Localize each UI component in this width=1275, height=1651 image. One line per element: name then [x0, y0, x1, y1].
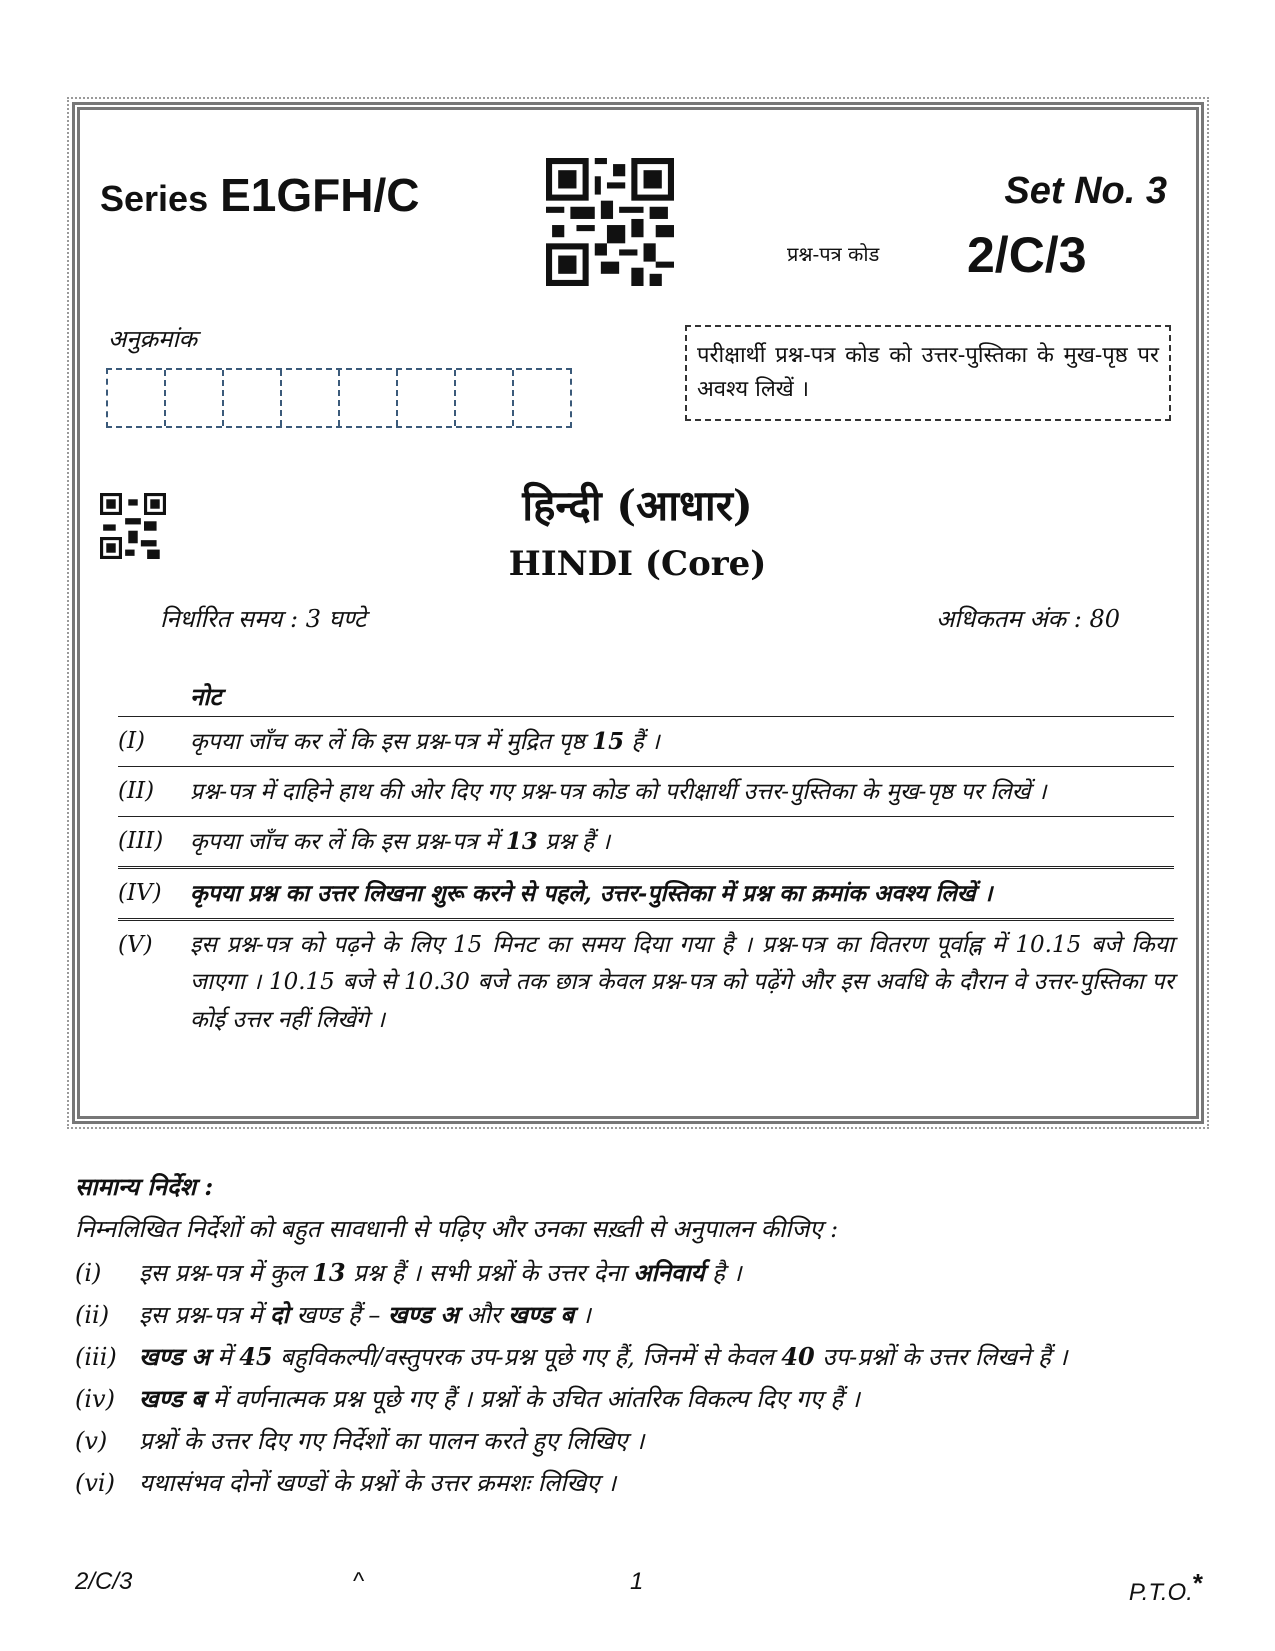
maximum-marks: अधिकतम अंक : 80: [935, 605, 1120, 633]
roll-number-label: अनुक्रमांक: [108, 325, 198, 353]
instruction-number: (vi): [75, 1469, 115, 1497]
general-instructions-intro: निम्नलिखित निर्देशों को बहुत सावधानी से पढ़िए और उनका सख़्ती से अनुपालन कीजिए :: [75, 1215, 839, 1243]
note-number: (I): [118, 728, 146, 754]
roll-cell[interactable]: [340, 370, 398, 426]
instruction-item: [75, 1420, 1203, 1462]
instruction-number: (iv): [75, 1385, 115, 1413]
please-turn-over: P.T.O.*: [1128, 1568, 1203, 1606]
page-number: 1: [630, 1568, 644, 1595]
note-item: [118, 918, 1174, 1044]
roll-cell[interactable]: [514, 370, 570, 426]
note-item: [118, 816, 1174, 866]
paper-code-label: प्रश्न-पत्र कोड: [787, 242, 880, 266]
footer-paper-code: 2/C/3: [75, 1568, 133, 1595]
time-allowed: निर्धारित समय : 3 घण्टे: [160, 605, 367, 633]
roll-number-boxes[interactable]: [106, 368, 572, 428]
note-text: कृपया प्रश्न का उत्तर लिखना शुरू करने से पहले, उत्तर-पुस्तिका में प्रश्न का क्रमांक अवश्य लिखें ।: [190, 880, 993, 907]
note-heading: नोट: [190, 682, 222, 711]
instruction-text: इस प्रश्न-पत्र में कुल 13 प्रश्न हैं । सभी प्रश्नों के उत्तर देना अनिवार्य है ।: [139, 1258, 742, 1287]
star-icon: *: [1192, 1568, 1203, 1598]
note-item: [118, 766, 1174, 816]
roll-cell[interactable]: [282, 370, 340, 426]
general-instructions-list: [75, 1252, 1203, 1504]
instruction-number: (v): [75, 1427, 108, 1455]
roll-cell[interactable]: [224, 370, 282, 426]
note-text: कृपया जाँच कर लें कि इस प्रश्न-पत्र में 13 प्रश्न हैं ।: [190, 828, 611, 855]
note-item: [118, 866, 1174, 918]
footer-caret: ^: [353, 1568, 365, 1595]
instruction-item: [75, 1252, 1203, 1294]
roll-cell[interactable]: [166, 370, 224, 426]
series-text: Series: [100, 178, 209, 219]
instruction-number: (iii): [75, 1343, 117, 1371]
instruction-item: [75, 1462, 1203, 1504]
series-code: E1GFH/C: [220, 169, 420, 221]
series-label: [100, 168, 419, 222]
general-instructions-heading: सामान्य निर्देश :: [75, 1172, 214, 1201]
note-number: (III): [118, 828, 164, 854]
instruction-number: (ii): [75, 1301, 110, 1329]
note-number: (II): [118, 778, 155, 804]
instruction-text: खण्ड अ में 45 बहुविकल्पी/वस्तुपरक उप-प्रश्न पूछे गए हैं, जिनमें से केवल 40 उप-प्रश्नों के उत्तर लिखने हैं ।: [139, 1342, 1068, 1371]
note-number: (V): [118, 932, 153, 958]
instruction-item: [75, 1294, 1203, 1336]
roll-cell[interactable]: [108, 370, 166, 426]
note-text: प्रश्न-पत्र में दाहिने हाथ की ओर दिए गए प्रश्न-पत्र कोड को परीक्षार्थी उत्तर-पुस्तिका के मुख-पृष्ठ पर लिखें ।: [190, 779, 1047, 805]
instruction-number: (i): [75, 1259, 102, 1287]
qr-code-icon: [546, 158, 674, 286]
note-number: (IV): [118, 880, 162, 906]
instruction-text: इस प्रश्न-पत्र में दो खण्ड हैं – खण्ड अ और खण्ड ब ।: [139, 1300, 591, 1329]
instruction-item: [75, 1378, 1203, 1420]
note-text: कृपया जाँच कर लें कि इस प्रश्न-पत्र में मुद्रित पृष्ठ 15 हैं ।: [190, 728, 660, 755]
paper-code: 2/C/3: [967, 227, 1087, 283]
roll-cell[interactable]: [456, 370, 514, 426]
note-text: इस प्रश्न-पत्र को पढ़ने के लिए 15 मिनट का समय दिया गया है । प्रश्न-पत्र का वितरण पूर्वाह्न में 10.15 बजे किया जाएगा । 10.15 बजे से 10.30 बजे तक छात्र केवल प्रश्न-पत्र को पढ़ेंगे और इस अवधि के दौरान वे उत्तर-पुस्तिका पर कोई उत्तर नहीं लिखेंगे ।: [190, 932, 1174, 1033]
notes-table: [118, 716, 1174, 1044]
subject-title-english: HINDI (Core): [508, 544, 767, 584]
instruction-item: [75, 1336, 1203, 1378]
subject-title-hindi: हिन्दी (आधार): [522, 481, 753, 530]
note-item: [118, 716, 1174, 766]
instruction-text: प्रश्नों के उत्तर दिए गए निर्देशों का पालन करते हुए लिखिए ।: [139, 1427, 645, 1455]
set-number: Set No. 3: [1004, 170, 1167, 212]
instruction-text: यथासंभव दोनों खण्डों के प्रश्नों के उत्तर क्रमशः लिखिए ।: [139, 1469, 617, 1497]
roll-cell[interactable]: [398, 370, 456, 426]
candidate-note-box: परीक्षार्थी प्रश्न-पत्र कोड को उत्तर-पुस्तिका के मुख-पृष्ठ पर अवश्य लिखें ।: [685, 325, 1171, 421]
instruction-text: खण्ड ब में वर्णनात्मक प्रश्न पूछे गए हैं । प्रश्नों के उचित आंतरिक विकल्प दिए गए हैं ।: [139, 1384, 860, 1413]
